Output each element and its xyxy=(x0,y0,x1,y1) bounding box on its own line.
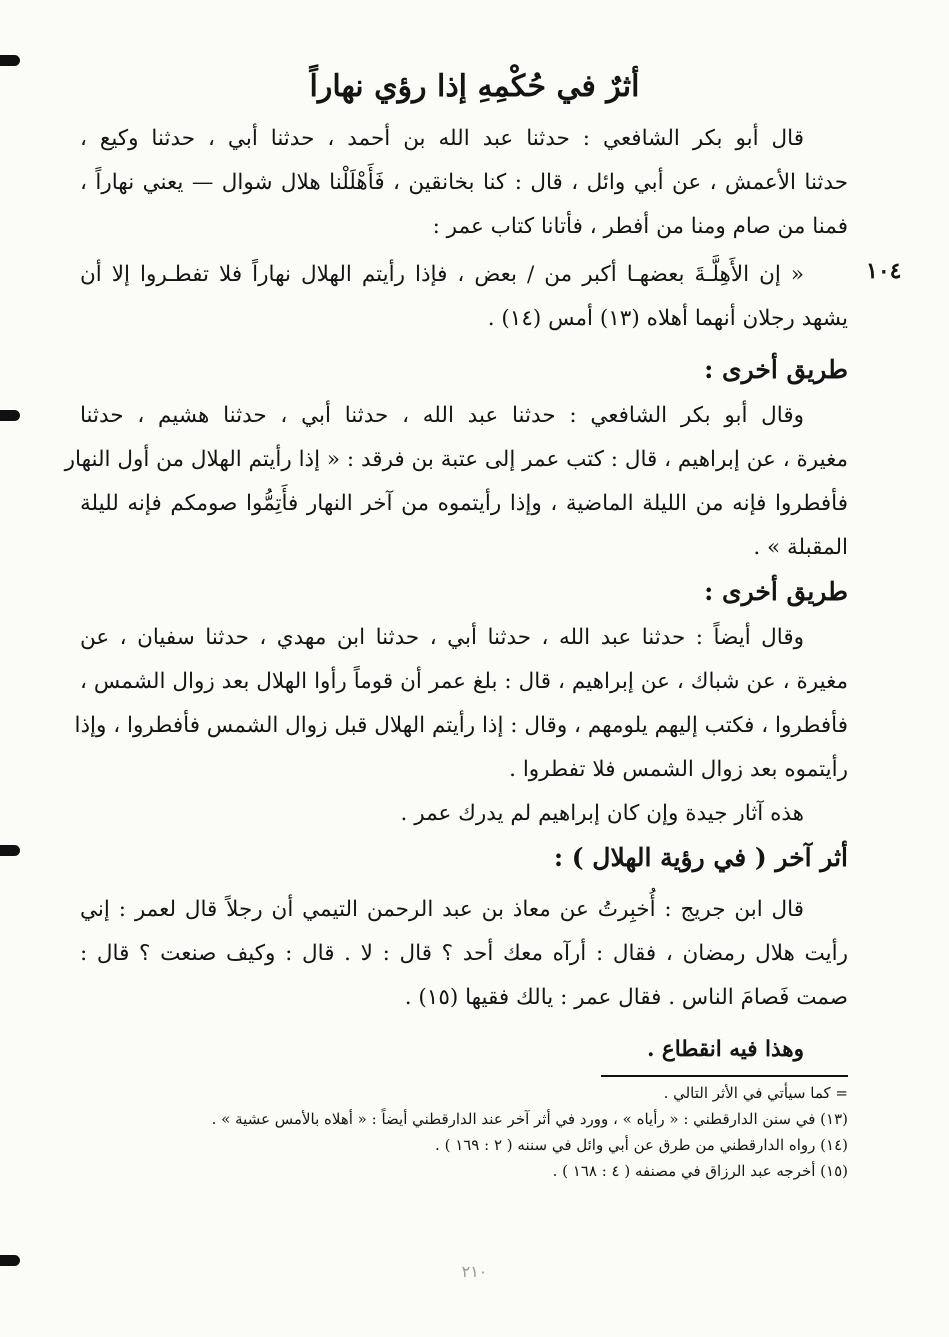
text-line: وقال أبو بكر الشافعي : حدثنا عبد الله ، حدثنا أبي ، حدثنا هشيم ، حدثنا xyxy=(80,403,804,428)
text-line: فأفطروا فإنه من الليلة الماضية ، وإذا رأيتموه من آخر النهار فأَتِمُّوا صومكم فإنه لليلة xyxy=(80,491,848,516)
section-heading: طريق أخرى : xyxy=(704,577,848,606)
text-line: حدثنا الأعمش ، عن أبي وائل ، قال : كنا بخانقين ، فَأَهْلَلْنا هلال شوال — يعني نهاراً ، xyxy=(80,170,848,195)
text-line: وقال أيضاً : حدثنا عبد الله ، حدثنا أبي ، حدثنا ابن مهدي ، حدثنا سفيان ، عن xyxy=(80,625,804,650)
text-line: رأيتموه بعد زوال الشمس فلا تفطروا . xyxy=(509,757,848,782)
page-title: أثرٌ في حُكْمِهِ إذا رؤي نهاراً xyxy=(309,69,640,104)
quote-line: يشهد رجلان أنهما أهلاه (١٣) أمس (١٤) . xyxy=(487,306,848,331)
quote-line: « إن الأَهِلَّـةَ بعضهـا أكبر من / بعض ، فإذا رأيتم الهلال نهاراً فلا تفطـروا إلا أن xyxy=(80,262,804,287)
margin-page-number: ١٠٤ xyxy=(866,258,902,284)
text-line: هذه آثار جيدة وإن كان إبراهيم لم يدرك عمر . xyxy=(400,801,804,826)
footnote: (١٥) أخرجه عبد الرزاق في مصنفه ( ٤ : ١٦٨ ) . xyxy=(552,1162,848,1180)
footnote: (١٤) رواه الدارقطني من طرق عن أبي وائل في سننه ( ٢ : ١٦٩ ) . xyxy=(435,1136,848,1154)
section-4 xyxy=(80,834,848,1072)
text-line: فمنا من صام ومنا من أفطر ، فأتانا كتاب عمر : xyxy=(432,214,848,239)
footnote: = كما سيأتي في الأثر التالي . xyxy=(663,1084,848,1102)
section-2 xyxy=(64,346,848,570)
binding-hole-mark xyxy=(0,410,20,421)
section-3 xyxy=(74,568,848,836)
footnote-divider xyxy=(601,1075,848,1077)
section-heading: طريق أخرى : xyxy=(704,355,848,384)
text-line: المقبلة » . xyxy=(753,535,848,560)
section-heading: أثر آخر ( في رؤية الهلال ) : xyxy=(553,843,848,872)
page-number: ٢١٠ xyxy=(461,1262,488,1281)
binding-hole-mark xyxy=(0,845,20,856)
text-line: رأيت هلال رمضان ، فقال : أرآه معك أحد ؟ قال : لا . قال : وكيف صنعت ؟ قال : xyxy=(80,941,848,966)
text-line: صمت فَصامَ الناس . فقال عمر : يالك فقيها (١٥) . xyxy=(404,985,848,1010)
text-line: مغيرة ، عن شباك ، عن إبراهيم ، قال : بلغ عمر أن قوماً رأوا الهلال بعد زوال الشمس ، xyxy=(80,669,848,694)
closing-remark: وهذا فيه انقطاع . xyxy=(646,1037,804,1062)
text-line: قال أبو بكر الشافعي : حدثنا عبد الله بن أحمد ، حدثنا أبي ، حدثنا وكيع ، xyxy=(80,126,804,151)
text-line: قال ابن جريج : أُخبِرتُ عن معاذ بن عبد الرحمن التيمي أن رجلاً قال لعمر : إني xyxy=(80,897,804,922)
text-line: فأفطروا ، فكتب إليهم يلومهم ، وقال : إذا رأيتم الهلال قبل زوال الشمس فأفطروا ، وإذا xyxy=(74,713,848,738)
section-1 xyxy=(80,117,848,341)
footnotes xyxy=(100,1080,848,1184)
text-line: مغيرة ، عن إبراهيم ، قال : كتب عمر إلى عتبة بن فرقد : « إذا رأيتم الهلال من أول النهار xyxy=(64,447,848,472)
footnote: (١٣) في سنن الدارقطني : « رأياه » ، وورد في أثر آخر عند الدارقطني أيضاً : « أهلاه بالأمس عشية » . xyxy=(211,1110,848,1128)
